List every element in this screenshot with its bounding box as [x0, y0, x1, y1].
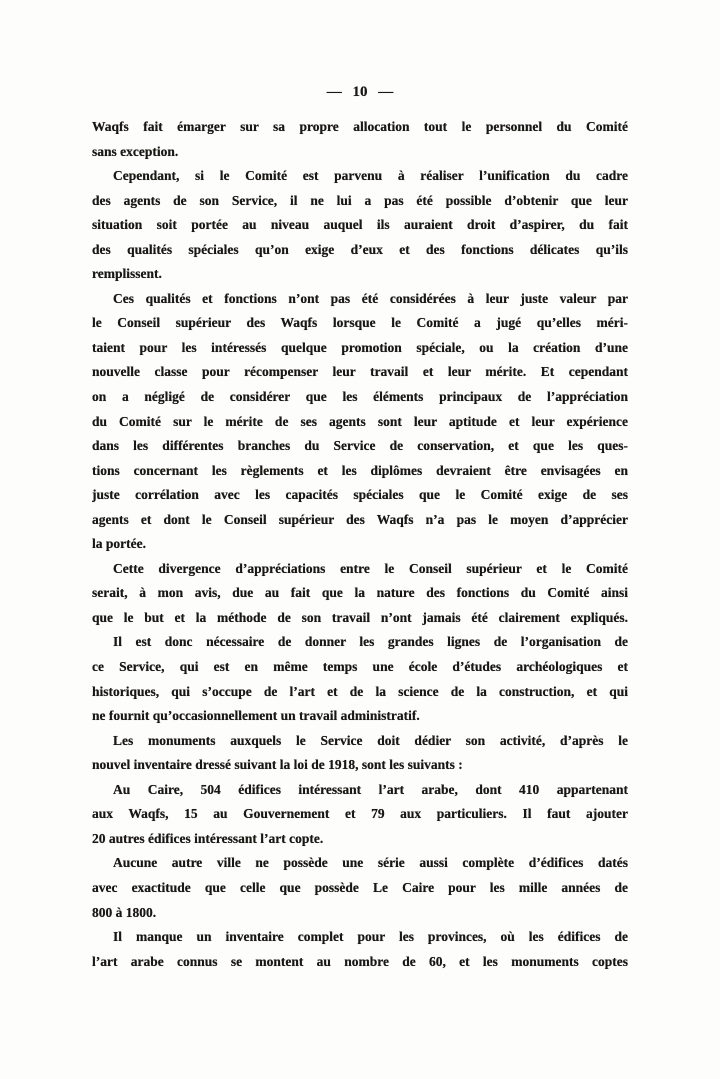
paragraph: [92, 851, 628, 925]
paragraph: [92, 115, 628, 164]
text-line: Il est donc nécessaire de donner les grandes lignes de l’organisation de: [113, 634, 628, 650]
text-line: remplissent.: [92, 266, 162, 282]
text-line: Waqfs fait émarger sur sa propre allocation tout le personnel du Comité: [92, 119, 628, 134]
text-line: Cependant, si le Comité est parvenu à réaliser l’unification du cadre: [113, 168, 628, 184]
paragraph: [92, 778, 628, 852]
text-line: que le but et la méthode de son travail n’ont jamais été clairement expliqués.: [92, 609, 628, 625]
text-line: 800 à 1800.: [92, 904, 157, 920]
text-line: agents et dont le Conseil supérieur des Waqfs n’a pas le moyen d’apprécier: [92, 511, 628, 527]
text-line: du Comité sur le mérite de ses agents sont leur aptitude et leur expérience: [92, 413, 628, 429]
text-column: [92, 115, 628, 974]
paragraph: [92, 729, 628, 778]
text-line: ce Service, qui est en même temps une école d’études archéologiques et: [92, 659, 628, 675]
text-line: des agents de son Service, il ne lui a pas été possible d’obtenir que leur: [92, 192, 628, 208]
text-line: Ces qualités et fonctions n’ont pas été considérées à leur juste valeur par: [113, 290, 628, 306]
text-line: situation soit portée au niveau auquel ils auraient droit d’aspirer, du fait: [92, 217, 628, 233]
text-line: Aucune autre ville ne possède une série aussi complète d’édifices datés: [113, 855, 628, 871]
text-line: des qualités spéciales qu’on exige d’eux et des fonctions délicates qu’ils: [92, 241, 628, 257]
text-line: le Conseil supérieur des Waqfs lorsque le Comité a jugé qu’elles méri-: [92, 315, 628, 331]
text-line: avec exactitude que celle que possède Le Caire pour les mille années de: [92, 879, 628, 895]
paragraph: [92, 164, 628, 287]
text-line: tions concernant les règlements et les diplômes devraient être envisagées en: [92, 462, 628, 478]
page-number-header: — 10 —: [326, 84, 394, 100]
text-line: taient pour les intéressés quelque promotion spéciale, ou la création d’une: [92, 339, 628, 355]
paragraph: [92, 287, 628, 557]
text-line: historiques, qui s’occupe de l’art et de la science de la construction, et qui: [92, 683, 628, 699]
text-line: Il manque un inventaire complet pour les provinces, où les édifices de: [113, 929, 628, 945]
text-line: serait, à mon avis, due au fait que la nature des fonctions du Comité ainsi: [92, 585, 628, 601]
text-line: on a négligé de considérer que les éléments principaux de l’appréciation: [92, 389, 628, 405]
text-line: ne fournit qu’occasionnellement un travail administratif.: [92, 708, 420, 724]
text-line: nouvelle classe pour récompenser leur travail et leur mérite. Et cependant: [92, 364, 628, 380]
text-line: Au Caire, 504 édifices intéressant l’art arabe, dont 410 appartenant: [113, 781, 628, 797]
paragraph: [92, 925, 628, 974]
text-line: la portée.: [92, 536, 146, 552]
paragraph: [92, 557, 628, 631]
text-line: aux Waqfs, 15 au Gouvernement et 79 aux particuliers. Il faut ajouter: [92, 806, 628, 822]
text-line: dans les différentes branches du Service de conservation, et que les ques-: [92, 438, 628, 454]
text-line: Cette divergence d’appréciations entre le Conseil supérieur et le Comité: [113, 560, 628, 576]
text-line: juste corrélation avec les capacités spéciales que le Comité exige de ses: [92, 487, 628, 503]
text-line: nouvel inventaire dressé suivant la loi de 1918, sont les suivants :: [92, 757, 463, 773]
text-line: l’art arabe connus se montent au nombre de 60, et les monuments coptes: [92, 953, 628, 969]
text-line: 20 autres édifices intéressant l’art copte.: [92, 830, 324, 846]
text-line: Les monuments auxquels le Service doit dédier son activité, d’après le: [113, 732, 628, 748]
text-line: sans exception.: [92, 143, 179, 159]
paragraph: [92, 630, 628, 728]
